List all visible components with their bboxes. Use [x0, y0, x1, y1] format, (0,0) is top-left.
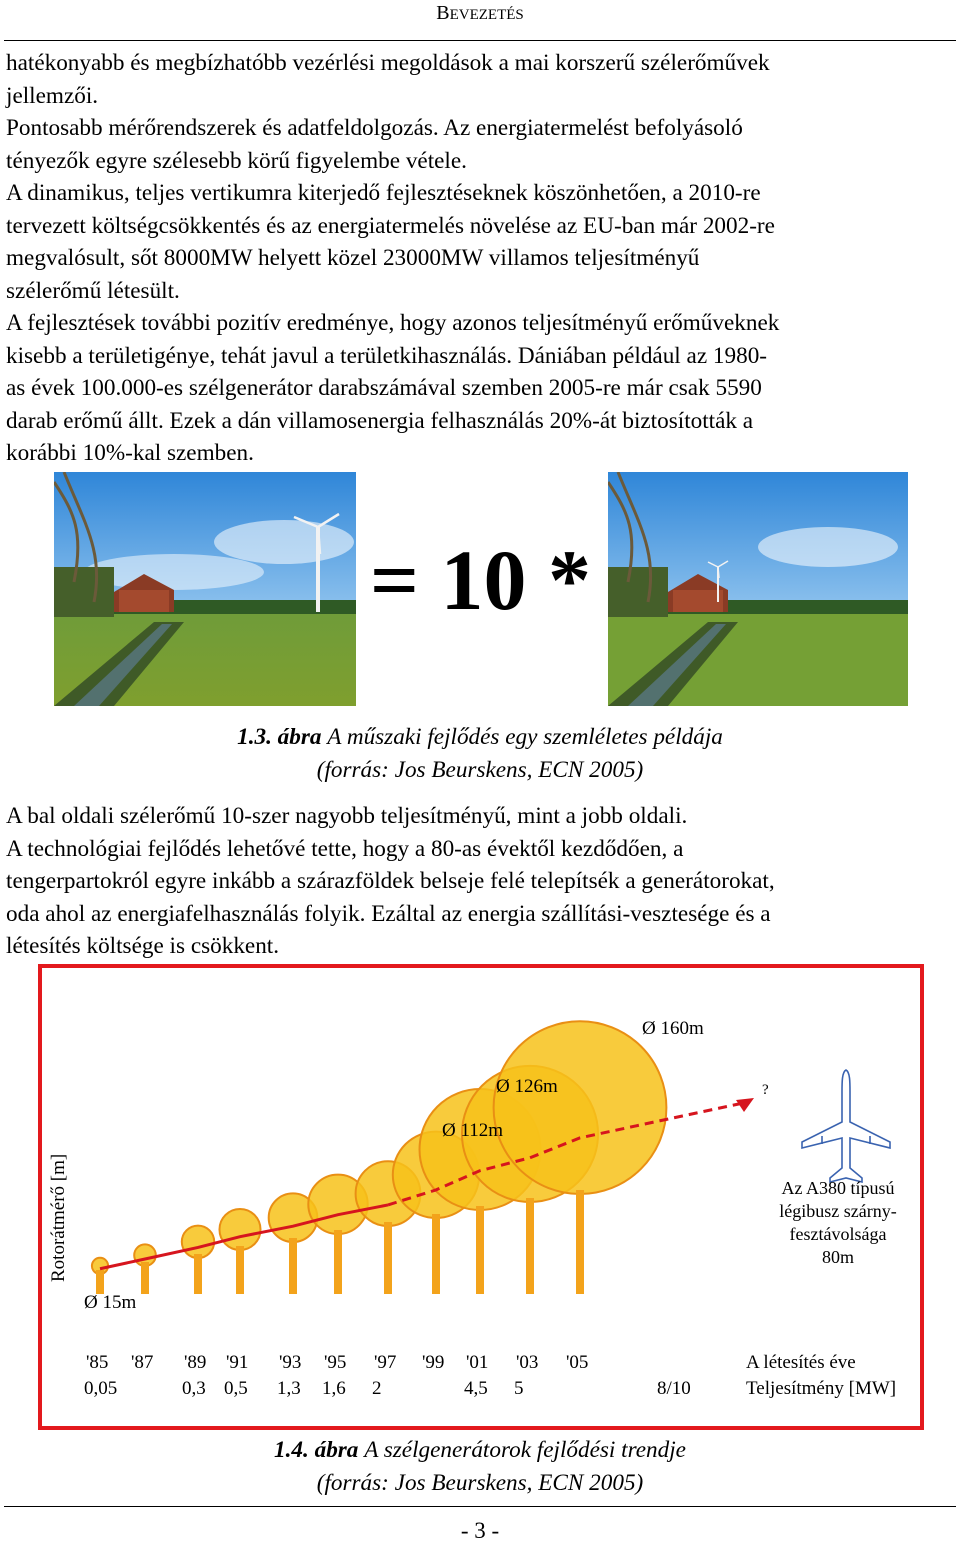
diameter-label: Ø 126m	[496, 1076, 558, 1097]
text-line: Pontosabb mérőrendszerek és adatfeldolgozás. Az energiatermelést befolyásoló	[6, 115, 743, 141]
page-header	[0, 2, 960, 25]
text-line: tényezők egyre szélesebb körű figyelembe vétele.	[6, 147, 467, 174]
landscape-illustration	[608, 472, 908, 706]
paragraph-1	[6, 47, 954, 470]
x-axis-label-year: A létesítés éve	[746, 1352, 856, 1373]
year-tick-label: '01	[466, 1352, 489, 1373]
tree-trunk	[526, 1198, 534, 1294]
power-tick-label: 0,05	[84, 1378, 118, 1399]
figure-1-number: 1.3. ábra	[237, 724, 322, 750]
year-tick-label: '87	[131, 1352, 154, 1373]
year-tick-label: '05	[566, 1352, 589, 1373]
rotor-circle	[219, 1209, 260, 1250]
year-tick-label: '91	[226, 1352, 249, 1373]
tree-trunk	[576, 1190, 584, 1294]
annotation-line: Az A380 típusú	[781, 1178, 895, 1198]
tree-trunk	[334, 1230, 342, 1294]
question-mark: ?	[762, 1082, 769, 1098]
diameter-label: Ø 112m	[442, 1120, 504, 1141]
power-tick-label: 2	[372, 1378, 382, 1399]
rotor-circle	[182, 1226, 214, 1258]
power-tick-label: 8/10	[657, 1378, 691, 1399]
header-rule	[4, 40, 956, 41]
power-tick-label: 0,5	[224, 1378, 248, 1399]
year-tick-label: '93	[279, 1352, 302, 1373]
diameter-label: Ø 15m	[84, 1292, 137, 1313]
year-tick-label: '99	[422, 1352, 445, 1373]
year-tick-label: '85	[86, 1352, 109, 1373]
year-tick-label: '95	[324, 1352, 347, 1373]
annotation-line: légibusz szárny-	[779, 1201, 897, 1221]
text-line: as évek 100.000-es szélgenerátor darabszámával szemben 2005-re már csak 5590	[6, 375, 762, 401]
figure-2-title: A szélgenerátorok fejlődési trendje	[364, 1437, 686, 1463]
x-axis-label-power: Teljesítmény [MW]	[746, 1378, 897, 1399]
text-line: szélerőmű létesült.	[6, 277, 180, 304]
text-line: tervezett költségcsökkentés és az energiatermelés növelése az EU-ban már 2002-re	[6, 212, 775, 239]
diameter-label: Ø 160m	[642, 1018, 704, 1039]
tree-trunk	[141, 1262, 149, 1294]
rotor-circle	[494, 1021, 667, 1194]
figure-2-caption	[0, 1434, 960, 1500]
paragraph-2	[6, 800, 954, 963]
tree-trunk	[236, 1246, 244, 1294]
tree-trunk	[289, 1238, 297, 1294]
chart-svg	[38, 964, 924, 1430]
power-tick-label: 0,3	[182, 1378, 206, 1399]
year-tick-label: '03	[516, 1352, 539, 1373]
text-line: A technológiai fejlődés lehetővé tette, hogy a 80-as évektől kezdődően, a	[6, 835, 684, 862]
text-line: A bal oldali szélerőmű 10-szer nagyobb teljesítményű, mint a jobb oldali.	[6, 803, 688, 829]
text-line: hatékonyabb és megbízhatóbb vezérlési megoldások a mai korszerű szélerőművek	[6, 50, 770, 76]
tree-trunk	[194, 1254, 202, 1294]
tree-trunk	[476, 1206, 484, 1294]
annotation-line: 80m	[821, 1247, 855, 1267]
text-line: oda ahol az energiafelhasználás folyik. Ezáltal az energia szállítási-vesztesége és a	[6, 900, 771, 927]
y-axis-label: Rotorátmérő [m]	[48, 1153, 69, 1282]
tree-trunk	[384, 1222, 392, 1294]
text-line: A dinamikus, teljes vertikumra kiterjedő fejlesztéseknek köszönhetően, a 2010-re	[6, 180, 761, 206]
text-line: megvalósult, sőt 8000MW helyett közel 23000MW villamos teljesítményű	[6, 245, 700, 271]
annotation-line: fesztávolsága	[789, 1224, 887, 1244]
text-line: korábbi 10%-kal szemben.	[6, 440, 254, 466]
figure-1-caption	[0, 721, 960, 787]
rotor-diameter-trend-chart	[38, 964, 924, 1430]
page-number: - 3 -	[460, 1518, 500, 1543]
figure-1-title: A műszaki fejlődés egy szemléletes példája	[327, 724, 723, 750]
wind-turbine-photo-large	[54, 472, 356, 706]
power-tick-label: 5	[514, 1378, 524, 1399]
text-line: A fejlesztések további pozitív eredménye, hogy azonos teljesítményű erőműveknek	[6, 310, 780, 336]
header-rest: EVEZETÉS	[449, 7, 524, 23]
figure-2-source: (forrás: Jos Beurskens, ECN 2005)	[316, 1470, 644, 1496]
power-tick-label: 1,3	[277, 1378, 301, 1399]
power-tick-label: 1,6	[322, 1378, 346, 1399]
footer-rule	[4, 1506, 956, 1507]
text-line: kisebb a területigénye, tehát javul a területkihasználás. Dániában például az 1980-	[6, 342, 768, 369]
landscape-illustration	[54, 472, 356, 706]
equation-text: = 10 *	[370, 532, 592, 628]
figure-1-source: (forrás: Jos Beurskens, ECN 2005)	[316, 757, 644, 783]
text-line: jellemzői.	[6, 82, 99, 109]
text-line: darab erőmű állt. Ezek a dán villamosenergia felhasználás 20%-át biztosították a	[6, 407, 754, 434]
text-line: tengerpartokról egyre inkább a szárazföldek belseje felé telepítsék a generátorokat,	[6, 868, 775, 894]
tree-trunk	[96, 1270, 104, 1294]
wind-turbine-photo-small	[608, 472, 908, 706]
figure-2-number: 1.4. ábra	[274, 1437, 359, 1463]
year-tick-label: '97	[374, 1352, 397, 1373]
text-line: létesítés költsége is csökkent.	[6, 933, 280, 959]
tree-trunk	[432, 1214, 440, 1294]
power-tick-label: 4,5	[464, 1378, 488, 1399]
header-first-letter: B	[436, 2, 450, 24]
year-tick-label: '89	[184, 1352, 207, 1373]
